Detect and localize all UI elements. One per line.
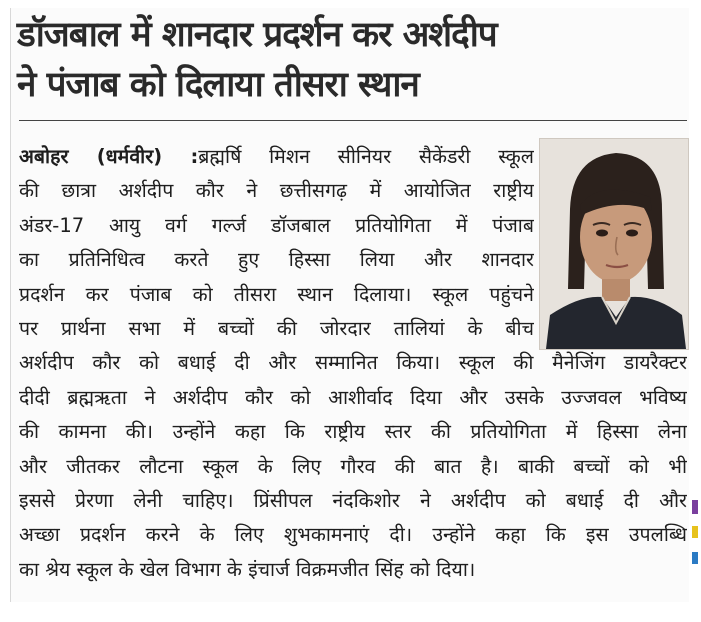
body-line: अंडर-17 आयु वर्ग गर्ल्ज डॉजबाल प्रतियोगिता में पंजाब [19, 213, 534, 237]
body-line: इससे प्रेरणा लेनी चाहिए। प्रिंसीपल नंदकिशोर ने अर्शदीप को बधाई दी और [19, 489, 687, 513]
body-line: पर प्रार्थना सभा में बच्चों की जोरदार तालियां के बीच [19, 317, 534, 341]
body-line: अबोहर (धर्मवीर) :ब्रह्मर्षि मिशन सीनियर सैकेंडरी स्कूल [19, 145, 534, 168]
article-body [19, 140, 689, 587]
headline-divider [19, 120, 687, 121]
newspaper-clipping [10, 8, 689, 602]
body-line: अर्शदीप कौर को बधाई दी और सम्मानित किया। स्कूल की मैनेजिंग डायरैक्टर [19, 351, 687, 375]
body-line: का प्रतिनिधित्व करते हुए हिस्सा लिया और शानदार [19, 248, 534, 272]
headline-line-1: डॉजबाल में शानदार प्रदर्शन कर अर्शदीप [17, 15, 497, 55]
headline [17, 10, 687, 110]
body-line: और जीतकर लौटना स्कूल के लिए गौरव की बात है। बाकी बच्चों को भी [19, 454, 687, 478]
dateline: अबोहर (धर्मवीर) : [19, 145, 199, 168]
body-line: प्रदर्शन कर पंजाब को तीसरा स्थान दिलाया। स्कूल पहुंचने [19, 282, 534, 306]
headline-line-2: ने पंजाब को दिलाया तीसरा स्थान [17, 65, 419, 105]
body-line: दीदी ब्रह्मऋता ने अर्शदीप कौर को आशीर्वाद दिया और उसके उज्जवल भविष्य [19, 385, 687, 409]
page-edge-marks [690, 482, 700, 582]
body-line: की कामना की। उन्होंने कहा कि राष्ट्रीय स्तर की प्रतियोगिता में हिस्सा लेना [19, 420, 687, 444]
body-line: अच्छा प्रदर्शन करने के लिए शुभकामनाएं दी। उन्होंने कहा कि इस उपलब्धि [19, 523, 687, 547]
body-line: की छात्रा अर्शदीप कौर ने छत्तीसगढ़ में आयोजित राष्ट्रीय [19, 179, 534, 203]
body-line: का श्रेय स्कूल के खेल विभाग के इंचार्ज विक्रमजीत सिंह को दिया। [19, 557, 476, 581]
